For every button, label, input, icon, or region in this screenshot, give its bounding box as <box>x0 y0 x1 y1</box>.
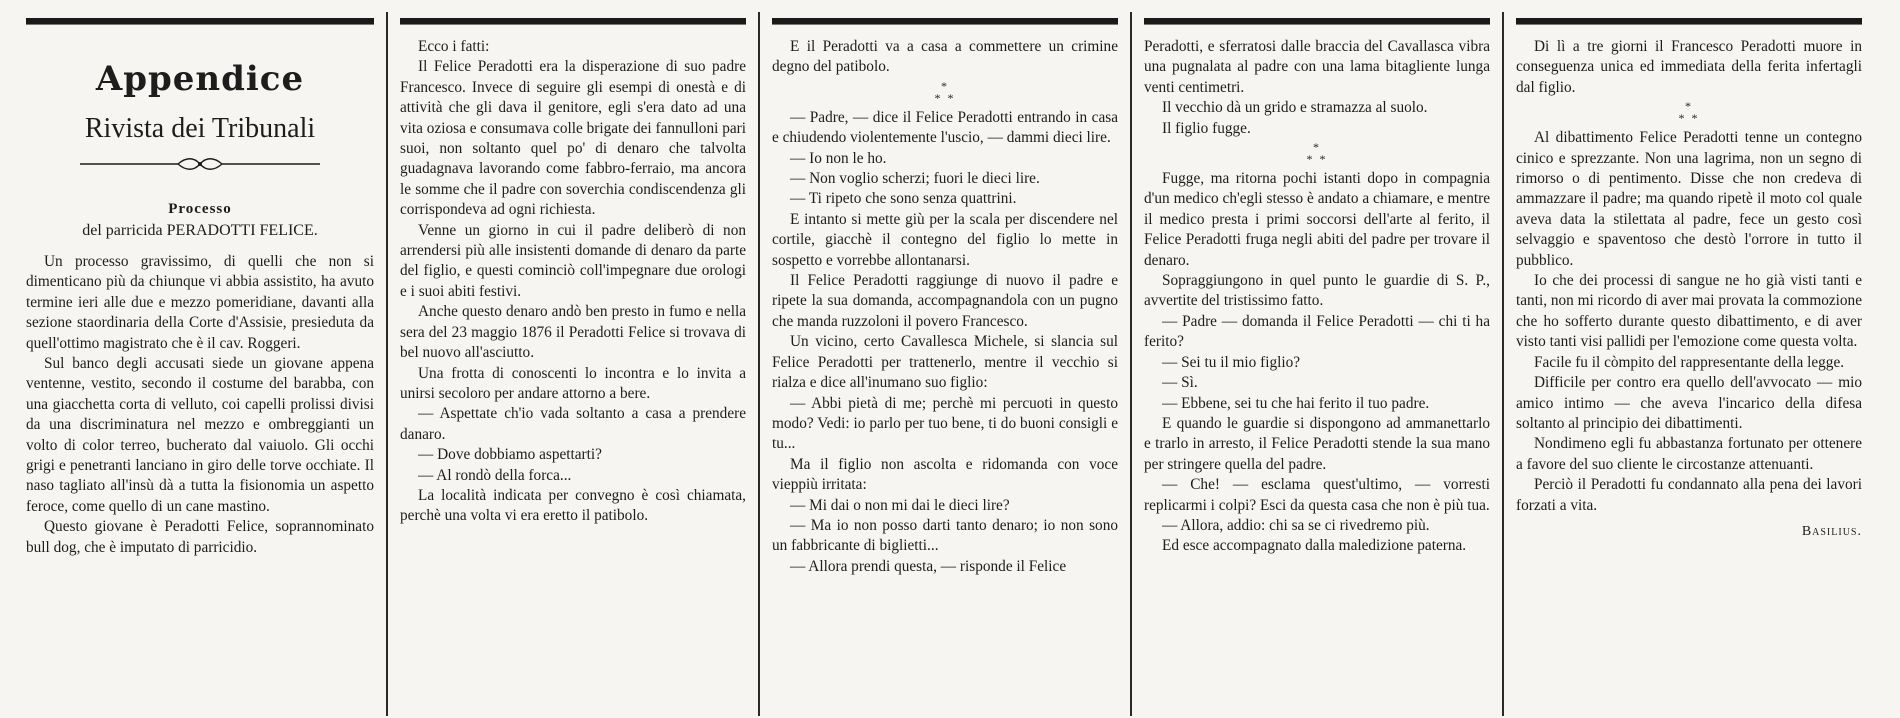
paragraph: — Padre — domanda il Felice Peradotti — chi ti ha ferito? <box>1144 312 1490 351</box>
paragraph: — Aspettate ch'io vada soltanto a casa a prendere danaro. <box>400 405 746 443</box>
paragraph: Un processo gravissimo, di quelli che non si dimenticano più da chiunque vi abbia assistito, ha avuto termine ieri alle due e mezzo pomeridiane, davanti alla sezione staordinaria della Corte d'Assisie, presieduta da quell'ottimo magistrato che è il cav. Roggeri. <box>26 253 374 352</box>
paragraph: — Ti ripeto che sono senza quattrini. <box>790 190 1017 208</box>
paragraph: — Sì. <box>1162 374 1198 392</box>
paragraph: Io che dei processi di sangue ne ho già visti tanti e tanti, non mi ricordo di aver mai provata la commozione che ho sofferto durante questo dibattimento, e di aver visto tanti visi pallidi per l'emozione come questa volta. <box>1516 272 1862 351</box>
paragraph: Il Felice Peradotti raggiunge di nuovo il padre e ripete la sua domanda, accompagnandola con un pugno che manda ruzzoloni il povero Francesco. <box>772 272 1118 330</box>
paragraph: Nondimeno egli fu abbastanza fortunato per ottenere a favore del suo cliente le circostanze attenuanti. <box>1516 435 1862 473</box>
column-top-rule <box>26 18 374 25</box>
paragraph: Al dibattimento Felice Peradotti tenne un contegno cinico e sprezzante. Non una lagrima, non un segno di rimorso o di pentimento. Disse che non credeva di ammazzare il padre; ma quando ripetè il moto col quale aveva data la stilettata al padre, fece un gesto così selvaggio e spaventoso che destò l'orrore in tutto il pubblico. <box>1516 129 1862 269</box>
case-subtitle: del parricida PERADOTTI FELICE. <box>82 222 318 239</box>
paragraph: E quando le guardie si dispongono ad ammanettarlo e trarlo in arresto, il Felice Peradotti stende la sua mano per stringere quella del padre. <box>1144 414 1490 473</box>
paragraph: E il Peradotti va a casa a commettere un crimine degno del patibolo. <box>772 38 1118 76</box>
section-heading: Appendice <box>95 59 305 99</box>
paragraph: Peradotti, e sferratosi dalle braccia del Cavallasca vibra una pugnalata al padre con una lama bitagliente lunga venti centimetri. <box>1144 38 1490 96</box>
paragraph: — Ma io non posso darti tanto denaro; io non sono un fabbricante di biglietti... <box>772 516 1118 555</box>
paragraph: Il Felice Peradotti era la disperazione di suo padre Francesco. Invece di seguire gli esempi di onestà e di attività che gli dava il genitore, egli s'era dato ad una vita oziosa e consumava colle brigate dei fannulloni pari suoi, non soltanto quel po' di denaro che talvolta guadagnava lavorando come fabbro-ferraio, ma ancora le somme che il padre con soverchia condiscendenza gli corrispondeva ad ogni richiesta. <box>400 58 746 219</box>
paragraph: Ecco i fatti: <box>418 38 490 55</box>
asterism-icon: * * * <box>934 78 956 105</box>
paragraph: La località indicata per convegno è così chiamata, perchè una volta vi era eretto il patibolo. <box>400 486 746 525</box>
paragraph: — Ebbene, sei tu che hai ferito il tuo padre. <box>1162 394 1430 412</box>
column-top-rule <box>400 18 746 25</box>
paragraph: — Padre, — dice il Felice Peradotti entrando in casa e chiudendo violentemente l'uscio, — dammi dieci lire. <box>772 108 1118 147</box>
paragraph: — Allora, addio: chi sa se ci rivedremo più. <box>1162 516 1430 534</box>
asterism-icon: * * * <box>1678 99 1700 126</box>
paragraph: Venne un giorno in cui il padre deliberò di non arrendersi più alle insistenti domande di denaro da parte del figlio, e questi cominciò coll'impegnare due orologi e i suoi abiti festivi. <box>400 221 746 300</box>
author-signature: Basilius. <box>1801 523 1862 539</box>
paragraph: Il vecchio dà un grido e stramazza al suolo. <box>1162 99 1428 117</box>
paragraph: — Non voglio scherzi; fuori le dieci lire. <box>790 170 1040 188</box>
ornament-divider-icon <box>80 157 320 171</box>
column-top-rule <box>1516 18 1862 25</box>
column-5 <box>1502 12 1874 716</box>
column-3 <box>758 12 1130 716</box>
paragraph: Un vicino, certo Cavallesca Michele, si slancia sul Felice Peradotti per trattenerlo, mentre il vecchio si rialza e dice all'inumano suo figlio: <box>772 333 1118 392</box>
paragraph: Il figlio fugge. <box>1162 119 1251 137</box>
paragraph: Difficile per contro era quello dell'avvocato — mio amico intimo — che aveva l'incarico della difesa soltanto al principio dei dibattimenti. <box>1516 374 1862 432</box>
paragraph: Ma il figlio non ascolta e ridomanda con voce vieppiù irritata: <box>772 455 1118 494</box>
paragraph: — Abbi pietà di me; perchè mi percuoti in questo modo? Vedi: io parlo per tuo bene, ti do buoni consigli e tu... <box>772 394 1118 453</box>
column-1 <box>14 12 386 716</box>
paragraph: — Io non le ho. <box>790 149 887 167</box>
paragraph: — Sei tu il mio figlio? <box>1162 353 1301 371</box>
paragraph: — Allora prendi questa, — risponde il Felice <box>790 557 1067 575</box>
paragraph: — Al rondò della forca... <box>418 466 572 484</box>
paragraph: Facile fu il còmpito del rappresentante della legge. <box>1534 353 1845 371</box>
paragraph: E intanto si mette giù per la scala per discendere nel cortile, giacchè il contegno del figlio lo mette in sospetto e vorrebbe allontanarsi. <box>772 210 1118 269</box>
paragraph: Ed esce accompagnato dalla maledizione paterna. <box>1162 537 1467 555</box>
case-title: Processo <box>168 201 232 217</box>
paragraph: Di lì a tre giorni il Francesco Peradotti muore in conseguenza unica ed immediata della ferita infertagli dal figlio. <box>1516 38 1862 96</box>
column-top-rule <box>772 18 1118 25</box>
rubric-title: Rivista dei Tribunali <box>84 113 316 144</box>
column-top-rule <box>1144 18 1490 25</box>
paragraph: Perciò il Peradotti fu condannato alla pena dei lavori forzati a vita. <box>1516 476 1862 514</box>
paragraph: Anche questo denaro andò ben presto in fumo e nella sera del 23 maggio 1876 il Peradotti Felice si trovava di bel nuovo all'asciutto. <box>400 303 746 362</box>
paragraph: — Mi dai o non mi dai le dieci lire? <box>790 496 1010 514</box>
paragraph: Sul banco degli accusati siede un giovane appena ventenne, vestito, secondo il costume del barabba, con una giacchetta corta di velluto, coi capelli prolissi divisi da una discriminatura nel mezzo e ombreggianti un volto di color terreo, bucherato dal vaiuolo. Gli occhi grigi e penetranti lanciano in giro delle torve occhiate. Il naso tagliato all'insù dà a tutta la fisionomia un aspetto feroce, come quello di un cane mastino. <box>26 355 374 515</box>
column-4 <box>1130 12 1502 716</box>
paragraph: Fugge, ma ritorna pochi istanti dopo in compagnia d'un medico ch'egli stesso è andato a chiamare, e mentre il medico presta i primi soccorsi dell'arte al ferito, il Felice Peradotti fruga negli abiti del padre per trovare il denaro. <box>1144 170 1490 269</box>
paragraph: Una frotta di conoscenti lo incontra e lo invita a unirsi secoloro per andare attorno a bere. <box>400 364 746 402</box>
paragraph: — Dove dobbiamo aspettarti? <box>418 446 602 464</box>
paragraph: — Che! — esclama quest'ultimo, — vorresti replicarmi i colpi? Esci da questa casa che non è più tua. <box>1144 476 1490 514</box>
asterism-icon: * * * <box>1306 140 1328 167</box>
paragraph: Questo giovane è Peradotti Felice, soprannominato bull dog, che è imputato di parricidio. <box>26 518 374 556</box>
column-2 <box>386 12 758 716</box>
paragraph: Sopraggiungono in quel punto le guardie di S. P., avvertite del tristissimo fatto. <box>1144 272 1490 310</box>
